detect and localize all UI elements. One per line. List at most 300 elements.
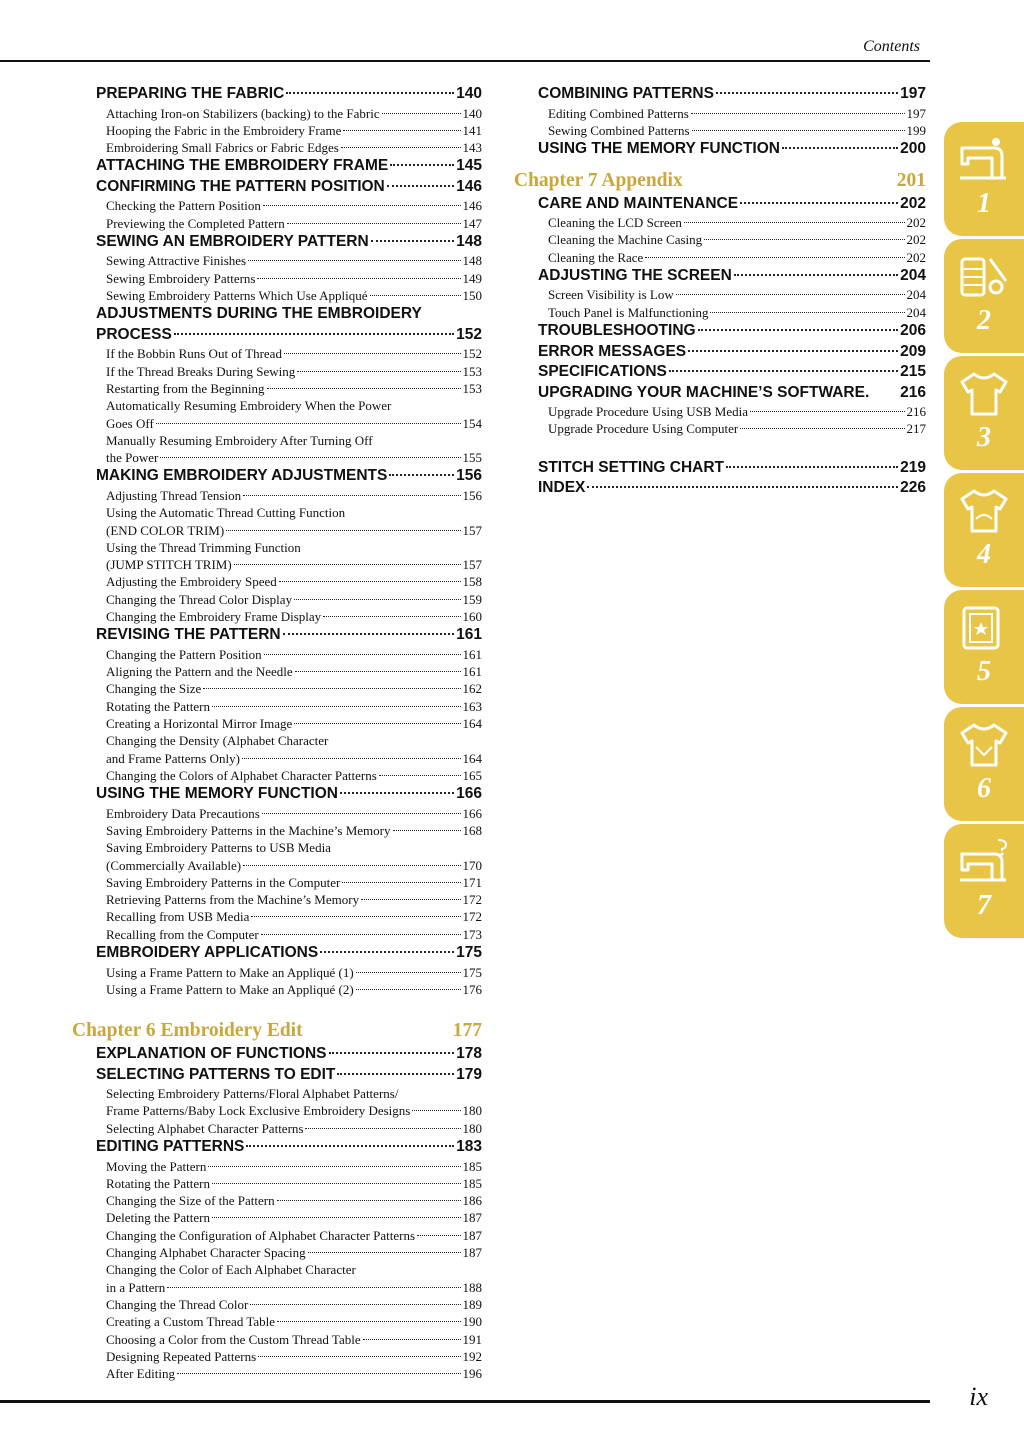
entry-page: 172 bbox=[462, 909, 482, 925]
entry-title: Upgrade Procedure Using USB Media bbox=[548, 404, 749, 420]
toc-subsection[interactable] bbox=[106, 415, 482, 432]
dot-leader bbox=[734, 274, 898, 276]
entry-title: Recalling from USB Media bbox=[106, 909, 250, 925]
entry-page: 149 bbox=[462, 270, 482, 286]
entry-title: Sewing Embroidery Patterns Which Use Appliqué bbox=[106, 288, 368, 304]
toc-subsection[interactable] bbox=[106, 1331, 482, 1348]
entry-page: 183 bbox=[456, 1138, 482, 1156]
toc-subsection[interactable] bbox=[106, 487, 482, 504]
dot-leader bbox=[710, 312, 904, 313]
dot-leader bbox=[323, 616, 460, 617]
toc-subsection[interactable] bbox=[106, 1158, 482, 1175]
chapter-tab-strip bbox=[944, 122, 1024, 941]
toc-column-left bbox=[72, 84, 482, 1382]
entry-page: 219 bbox=[900, 458, 926, 476]
toc-subsection[interactable] bbox=[106, 122, 482, 139]
toc-subsection[interactable] bbox=[106, 926, 482, 943]
entry-page: 197 bbox=[906, 105, 926, 121]
entry-page: 197 bbox=[900, 85, 926, 102]
dot-leader bbox=[294, 599, 460, 600]
running-head: Contents bbox=[863, 38, 920, 55]
toc-subsection[interactable] bbox=[548, 122, 926, 139]
toc-subsection[interactable] bbox=[106, 1209, 482, 1226]
entry-page: 140 bbox=[456, 85, 482, 102]
entry-title: ATTACHING THE EMBROIDERY FRAME bbox=[96, 157, 389, 175]
toc-subsection[interactable] bbox=[106, 1279, 482, 1296]
toc-subsection[interactable] bbox=[106, 874, 482, 891]
entry-page: 157 bbox=[462, 522, 482, 538]
entry-title: Rotating the Pattern bbox=[106, 698, 210, 714]
dot-leader bbox=[243, 495, 460, 496]
entry-page: 153 bbox=[462, 363, 482, 379]
dot-leader bbox=[279, 581, 461, 582]
chapter-tab-number: 4 bbox=[977, 539, 991, 570]
entry-page: 168 bbox=[462, 823, 482, 838]
entry-title: Retrieving Patterns from the Machine’s Memory bbox=[106, 892, 360, 908]
dot-leader bbox=[740, 428, 904, 429]
dot-leader bbox=[203, 688, 460, 689]
dot-leader bbox=[283, 633, 455, 635]
entry-title: (END COLOR TRIM) bbox=[106, 522, 225, 538]
entry-page: 145 bbox=[456, 157, 482, 175]
entry-title: CARE AND MAINTENANCE bbox=[538, 194, 739, 212]
entry-page: 161 bbox=[456, 626, 482, 644]
toc-subsection-line[interactable]: Using the Automatic Thread Cutting Function bbox=[106, 505, 346, 521]
entry-title: SELECTING PATTERNS TO EDIT bbox=[96, 1065, 336, 1083]
entry-page: 143 bbox=[462, 140, 482, 156]
entry-page: 192 bbox=[462, 1348, 482, 1364]
sewing-machine-question-icon bbox=[954, 836, 1014, 888]
chapter-tab-6[interactable] bbox=[944, 707, 1024, 821]
chapter-title: Chapter 7 Appendix bbox=[514, 169, 683, 191]
entry-title: If the Thread Breaks During Sewing bbox=[106, 363, 296, 379]
toc-subsection[interactable] bbox=[106, 857, 482, 874]
sewing-machine-icon bbox=[954, 134, 1014, 186]
toc-subsection-line[interactable]: Automatically Resuming Embroidery When the Power bbox=[106, 398, 392, 414]
entry-page: 171 bbox=[462, 874, 482, 890]
entry-page: 176 bbox=[462, 981, 482, 997]
toc-subsection[interactable] bbox=[106, 981, 482, 998]
entry-title: ERROR MESSAGES bbox=[538, 342, 687, 360]
dot-leader bbox=[371, 240, 454, 242]
entry-page: 148 bbox=[462, 253, 482, 269]
entry-page: 154 bbox=[462, 415, 482, 431]
entry-page: 204 bbox=[900, 266, 926, 284]
toc-section[interactable] bbox=[96, 1065, 482, 1086]
entry-title: Upgrade Procedure Using Computer bbox=[548, 421, 739, 437]
header-rule bbox=[0, 60, 930, 62]
entry-page: 157 bbox=[462, 557, 482, 573]
toc-subsection[interactable] bbox=[106, 1365, 482, 1382]
toc-subsection[interactable] bbox=[106, 287, 482, 304]
dot-leader bbox=[264, 654, 461, 655]
entry-page: 185 bbox=[462, 1175, 482, 1191]
dot-leader bbox=[320, 951, 454, 953]
chapter-tab-1[interactable] bbox=[944, 122, 1024, 236]
dot-leader bbox=[669, 370, 898, 372]
toc-column-right bbox=[514, 84, 926, 499]
entry-title: Creating a Horizontal Mirror Image bbox=[106, 716, 293, 732]
entry-title: Sewing Embroidery Patterns bbox=[106, 270, 256, 286]
dot-leader bbox=[417, 1235, 460, 1236]
toc-subsection[interactable] bbox=[548, 231, 926, 248]
entry-title: SPECIFICATIONS bbox=[538, 363, 667, 381]
chapter-tab-2[interactable] bbox=[944, 239, 1024, 353]
toc-subsection[interactable] bbox=[106, 1244, 482, 1261]
toc-subsection[interactable] bbox=[548, 420, 926, 437]
entry-page: 186 bbox=[462, 1193, 482, 1209]
entry-title: Creating a Custom Thread Table bbox=[106, 1314, 276, 1330]
entry-title: UPGRADING YOUR MACHINE’S SOFTWARE. bbox=[538, 383, 870, 401]
toc-subsection[interactable] bbox=[106, 767, 482, 784]
entry-title: Changing the Colors of Alphabet Character Patterns bbox=[106, 767, 377, 783]
entry-page: 216 bbox=[900, 383, 926, 401]
entry-page: 165 bbox=[462, 767, 482, 783]
toc-subsection[interactable] bbox=[106, 663, 482, 680]
toc-subsection[interactable] bbox=[106, 1120, 482, 1137]
dot-leader bbox=[160, 457, 460, 458]
dot-leader bbox=[412, 1110, 460, 1111]
toc-section[interactable] bbox=[538, 383, 926, 404]
entry-title: Changing Alphabet Character Spacing bbox=[106, 1245, 306, 1261]
entry-page: 166 bbox=[456, 785, 482, 803]
entry-page: 166 bbox=[462, 805, 482, 821]
dot-leader bbox=[337, 1073, 454, 1075]
entry-title: in a Pattern bbox=[106, 1279, 166, 1295]
entry-title: TROUBLESHOOTING bbox=[538, 322, 696, 340]
t-shirt-edit-icon bbox=[954, 719, 1014, 771]
toc-section[interactable] bbox=[538, 458, 926, 479]
toc-subsection[interactable] bbox=[106, 608, 482, 625]
entry-title: Restarting from the Beginning bbox=[106, 380, 265, 396]
dot-leader bbox=[284, 353, 461, 354]
entry-page: 188 bbox=[462, 1279, 482, 1295]
entry-title: Checking the Pattern Position bbox=[106, 198, 261, 214]
toc-subsection[interactable] bbox=[106, 805, 482, 822]
toc-section[interactable] bbox=[96, 943, 482, 964]
toc-subsection[interactable] bbox=[106, 822, 482, 839]
entry-page: 216 bbox=[906, 404, 926, 420]
toc-section[interactable] bbox=[538, 139, 926, 160]
chapter-title: Chapter 6 Embroidery Edit bbox=[72, 1020, 303, 1042]
entry-title: After Editing bbox=[106, 1366, 175, 1382]
entry-title: the Power bbox=[106, 450, 159, 466]
entry-title: Editing Combined Patterns bbox=[548, 105, 689, 121]
dot-leader bbox=[167, 1287, 460, 1288]
spacer bbox=[514, 438, 926, 458]
dot-leader bbox=[250, 1304, 460, 1305]
dot-leader bbox=[382, 113, 461, 114]
dot-leader bbox=[177, 1373, 461, 1374]
entry-title: SEWING AN EMBROIDERY PATTERN bbox=[96, 232, 369, 250]
dot-leader bbox=[248, 260, 460, 261]
entry-title: Attaching Iron-on Stabilizers (backing) to the Fabric bbox=[106, 105, 380, 121]
toc-subsection-line[interactable]: Saving Embroidery Patterns to USB Media bbox=[106, 840, 331, 856]
t-shirt-abc-icon bbox=[954, 485, 1014, 537]
entry-page: 153 bbox=[462, 380, 482, 396]
toc-subsection[interactable] bbox=[106, 522, 482, 539]
entry-title: Using a Frame Pattern to Make an Appliqué (1) bbox=[106, 964, 354, 980]
entry-page: 217 bbox=[906, 421, 926, 437]
entry-title: Changing the Embroidery Frame Display bbox=[106, 609, 322, 625]
entry-page: 148 bbox=[456, 232, 482, 250]
embroidery-frame-icon bbox=[954, 602, 1014, 654]
dot-leader bbox=[329, 1052, 455, 1054]
entry-title: Changing the Thread Color Display bbox=[106, 591, 293, 607]
entry-page: 146 bbox=[462, 198, 482, 214]
toc-subsection[interactable] bbox=[106, 197, 482, 214]
toc-subsection[interactable] bbox=[106, 345, 482, 362]
dot-leader bbox=[684, 222, 905, 223]
toc-subsection[interactable] bbox=[106, 680, 482, 697]
dot-leader bbox=[212, 1217, 461, 1218]
entry-title: Adjusting Thread Tension bbox=[106, 487, 242, 503]
toc-subsection[interactable] bbox=[106, 1348, 482, 1365]
entry-title: Cleaning the Machine Casing bbox=[548, 232, 703, 248]
chapter-tab-5[interactable] bbox=[944, 590, 1024, 704]
entry-title: Changing the Size bbox=[106, 681, 202, 697]
dot-leader bbox=[740, 202, 898, 204]
entry-title: MAKING EMBROIDERY ADJUSTMENTS bbox=[96, 467, 388, 485]
toc-subsection[interactable] bbox=[106, 270, 482, 287]
entry-page: 190 bbox=[462, 1314, 482, 1330]
toc-subsection[interactable] bbox=[106, 449, 482, 466]
entry-page: 204 bbox=[906, 304, 926, 320]
toc-section[interactable] bbox=[96, 466, 482, 487]
dot-leader bbox=[716, 92, 898, 94]
toc-subsection[interactable] bbox=[106, 215, 482, 232]
chapter-tab-4[interactable] bbox=[944, 473, 1024, 587]
toc-section[interactable] bbox=[96, 232, 482, 253]
toc-subsection[interactable] bbox=[548, 403, 926, 420]
dot-leader bbox=[257, 278, 460, 279]
toc-subsection[interactable] bbox=[106, 698, 482, 715]
toc-subsection[interactable] bbox=[548, 304, 926, 321]
dot-leader bbox=[363, 1339, 461, 1340]
entry-page: 161 bbox=[462, 664, 482, 680]
toc-subsection[interactable] bbox=[106, 908, 482, 925]
spacer bbox=[514, 160, 926, 168]
toc-section[interactable] bbox=[538, 266, 926, 287]
toc-subsection[interactable] bbox=[106, 380, 482, 397]
toc-section[interactable] bbox=[96, 784, 482, 805]
toc-subsection[interactable] bbox=[106, 715, 482, 732]
toc-section[interactable] bbox=[96, 625, 482, 646]
toc-section[interactable] bbox=[538, 342, 926, 363]
entry-title: Embroidery Data Precautions bbox=[106, 805, 260, 821]
entry-title: Saving Embroidery Patterns in the Computer bbox=[106, 874, 341, 890]
toc-subsection-line[interactable]: Using the Thread Trimming Function bbox=[106, 539, 301, 555]
chapter-page: 177 bbox=[452, 1020, 482, 1042]
toc-section[interactable] bbox=[96, 1137, 482, 1158]
toc-subsection[interactable] bbox=[106, 891, 482, 908]
chapter-page: 201 bbox=[896, 169, 926, 191]
entry-page: 187 bbox=[462, 1210, 482, 1226]
dot-leader bbox=[692, 130, 905, 131]
toc-section[interactable] bbox=[538, 362, 926, 383]
toc-subsection[interactable] bbox=[106, 139, 482, 156]
chapter-tab-7[interactable] bbox=[944, 824, 1024, 938]
dot-leader bbox=[174, 333, 454, 335]
toc-subsection[interactable] bbox=[106, 105, 482, 122]
chapter-tab-number: 6 bbox=[977, 773, 991, 804]
entry-title: Choosing a Color from the Custom Thread Table bbox=[106, 1331, 361, 1347]
toc-subsection[interactable] bbox=[106, 573, 482, 590]
entry-title: PREPARING THE FABRIC bbox=[96, 85, 285, 102]
toc-subsection[interactable] bbox=[548, 249, 926, 266]
toc-subsection[interactable] bbox=[106, 1192, 482, 1209]
dot-leader bbox=[297, 371, 460, 372]
entry-title: Cleaning the Race bbox=[548, 249, 644, 265]
entry-page: 202 bbox=[906, 249, 926, 265]
entry-title: USING THE MEMORY FUNCTION bbox=[96, 785, 338, 803]
chapter-tab-number: 1 bbox=[977, 188, 991, 219]
toc-section[interactable] bbox=[96, 177, 482, 198]
toc-subsection-line[interactable]: Manually Resuming Embroidery After Turning Off bbox=[106, 432, 373, 448]
toc-subsection[interactable] bbox=[106, 591, 482, 608]
toc-subsection[interactable] bbox=[106, 1175, 482, 1192]
dot-leader bbox=[782, 147, 898, 149]
entry-title: Screen Visibility is Low bbox=[548, 287, 674, 303]
entry-page: 175 bbox=[462, 964, 482, 980]
entry-page: 163 bbox=[462, 698, 482, 714]
entry-title: Goes Off bbox=[106, 415, 154, 431]
toc-subsection[interactable] bbox=[106, 1313, 482, 1330]
toc-subsection-line[interactable]: Changing the Density (Alphabet Character bbox=[106, 733, 329, 749]
dot-leader bbox=[234, 564, 461, 565]
dot-leader bbox=[750, 411, 904, 412]
toc-subsection[interactable] bbox=[106, 1296, 482, 1313]
entry-page: 146 bbox=[456, 177, 482, 195]
entry-title: STITCH SETTING CHART bbox=[538, 458, 724, 476]
dot-leader bbox=[341, 147, 461, 148]
entry-title: Changing the Pattern Position bbox=[106, 646, 262, 662]
entry-title: USING THE MEMORY FUNCTION bbox=[538, 140, 780, 158]
entry-page: 173 bbox=[462, 926, 482, 942]
toc-subsection[interactable] bbox=[106, 363, 482, 380]
dot-leader bbox=[726, 466, 898, 468]
entry-title: Adjusting the Embroidery Speed bbox=[106, 574, 277, 590]
entry-title: If the Bobbin Runs Out of Thread bbox=[106, 346, 282, 362]
toc-section-line[interactable]: ADJUSTMENTS DURING THE EMBROIDERY bbox=[96, 305, 422, 323]
dot-leader bbox=[212, 706, 461, 707]
toc-section[interactable] bbox=[538, 321, 926, 342]
entry-page: 164 bbox=[462, 716, 482, 732]
dot-leader bbox=[343, 130, 460, 131]
toc-subsection-line[interactable]: Changing the Color of Each Alphabet Character bbox=[106, 1262, 356, 1278]
dot-leader bbox=[261, 934, 461, 935]
toc-section[interactable] bbox=[538, 84, 926, 105]
toc-subsection[interactable] bbox=[106, 646, 482, 663]
entry-page: 180 bbox=[462, 1103, 482, 1119]
toc-chapter-heading[interactable] bbox=[72, 1018, 482, 1044]
toc-subsection[interactable] bbox=[548, 214, 926, 231]
dot-leader bbox=[356, 972, 461, 973]
entry-title: Hooping the Fabric in the Embroidery Frame bbox=[106, 122, 342, 138]
dot-leader bbox=[356, 989, 461, 990]
entry-page: 226 bbox=[900, 479, 926, 497]
dot-leader bbox=[340, 792, 454, 794]
toc-section[interactable] bbox=[96, 325, 482, 346]
entry-page: 161 bbox=[462, 646, 482, 662]
dot-leader bbox=[295, 671, 461, 672]
dot-leader bbox=[277, 1321, 460, 1322]
entry-title: Changing the Configuration of Alphabet Character Patterns bbox=[106, 1227, 416, 1243]
dot-leader bbox=[691, 113, 905, 114]
chapter-tab-number: 7 bbox=[977, 890, 991, 921]
page-number: ix bbox=[969, 1382, 988, 1411]
dot-leader bbox=[676, 294, 905, 295]
dot-leader bbox=[263, 205, 461, 206]
dot-leader bbox=[308, 1252, 461, 1253]
toc-subsection[interactable] bbox=[106, 556, 482, 573]
dot-leader bbox=[342, 882, 460, 883]
toc-subsection-line[interactable]: Selecting Embroidery Patterns/Floral Alphabet Patterns/ bbox=[106, 1086, 399, 1102]
chapter-tab-number: 3 bbox=[977, 422, 991, 453]
toc-section[interactable] bbox=[538, 194, 926, 215]
entry-title: (JUMP STITCH TRIM) bbox=[106, 557, 232, 573]
entry-title: Moving the Pattern bbox=[106, 1158, 207, 1174]
entry-page: 191 bbox=[462, 1331, 482, 1347]
toc-subsection[interactable] bbox=[106, 252, 482, 269]
toc-chapter-heading[interactable] bbox=[514, 168, 926, 194]
dot-leader bbox=[704, 239, 904, 240]
entry-title: Deleting the Pattern bbox=[106, 1210, 210, 1226]
toc-subsection[interactable] bbox=[106, 1227, 482, 1244]
dot-leader bbox=[645, 257, 904, 258]
entry-page: 152 bbox=[456, 325, 482, 343]
dot-leader bbox=[208, 1166, 460, 1167]
entry-page: 175 bbox=[456, 944, 482, 962]
entry-page: 162 bbox=[462, 681, 482, 697]
dot-leader bbox=[294, 723, 460, 724]
entry-page: 202 bbox=[906, 215, 926, 231]
toc-subsection[interactable] bbox=[106, 750, 482, 767]
entry-page: 140 bbox=[462, 105, 482, 121]
entry-title: and Frame Patterns Only) bbox=[106, 750, 240, 766]
entry-title: REVISING THE PATTERN bbox=[96, 626, 281, 644]
entry-title: EXPLANATION OF FUNCTIONS bbox=[96, 1045, 327, 1063]
entry-page: 170 bbox=[462, 857, 482, 873]
toc-section[interactable] bbox=[538, 478, 926, 499]
entry-page: 158 bbox=[462, 574, 482, 590]
entry-page: 185 bbox=[462, 1158, 482, 1174]
toc-section[interactable] bbox=[96, 1044, 482, 1065]
toc-section[interactable] bbox=[96, 156, 482, 177]
entry-title: EDITING PATTERNS bbox=[96, 1138, 245, 1156]
entry-title: Using a Frame Pattern to Make an Appliqué (2) bbox=[106, 981, 354, 997]
entry-page: 172 bbox=[462, 892, 482, 908]
entry-page: 164 bbox=[462, 750, 482, 766]
dot-leader bbox=[389, 474, 454, 476]
entry-page: 178 bbox=[456, 1045, 482, 1063]
footer-rule bbox=[0, 1400, 930, 1403]
entry-page: 187 bbox=[462, 1245, 482, 1261]
dot-leader bbox=[262, 813, 461, 814]
toc-subsection[interactable] bbox=[548, 286, 926, 303]
entry-page: 159 bbox=[462, 591, 482, 607]
dot-leader bbox=[156, 423, 461, 424]
entry-title: Changing the Thread Color bbox=[106, 1296, 249, 1312]
chapter-tab-3[interactable] bbox=[944, 356, 1024, 470]
entry-page: 152 bbox=[462, 346, 482, 362]
dot-leader bbox=[242, 758, 461, 759]
toc-subsection[interactable] bbox=[548, 105, 926, 122]
toc-subsection[interactable] bbox=[106, 1102, 482, 1119]
toc-section[interactable] bbox=[96, 84, 482, 105]
toc-subsection[interactable] bbox=[106, 964, 482, 981]
dot-leader bbox=[267, 388, 461, 389]
